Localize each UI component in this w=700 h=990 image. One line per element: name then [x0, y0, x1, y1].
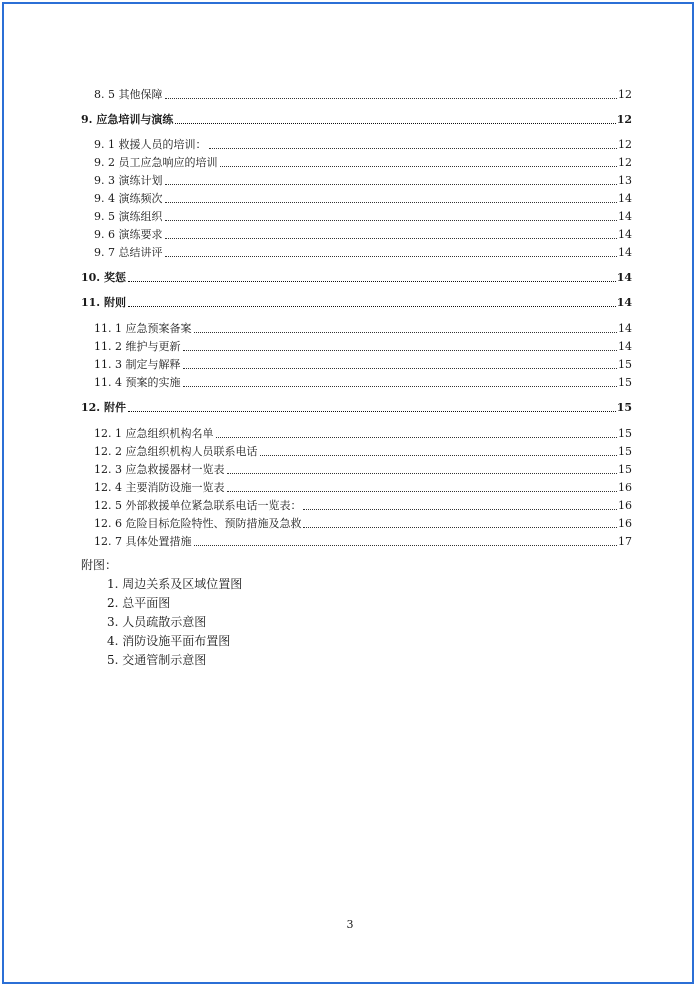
- toc-leader: [303, 527, 617, 528]
- toc-entry-title: 12. 附件: [81, 401, 126, 414]
- appendix-item[interactable]: 1. 周边关系及区域位置图: [107, 577, 243, 591]
- toc-entry-page: 12: [618, 138, 632, 151]
- toc-leader: [128, 306, 616, 307]
- toc-leader: [128, 281, 616, 282]
- toc-leader: [175, 123, 615, 124]
- toc-entry-11[interactable]: [81, 292, 632, 310]
- toc-entry-11-1[interactable]: [94, 318, 632, 336]
- toc-entry-12-5[interactable]: [94, 495, 632, 513]
- toc-leader: [303, 509, 617, 510]
- toc-entry-page: 17: [618, 535, 632, 548]
- toc-entry-page: 15: [616, 401, 632, 414]
- toc-entry-9-6[interactable]: [94, 224, 632, 242]
- toc-entry-page: 14: [618, 192, 632, 205]
- toc-entry-title: 12. 1 应急组织机构名单: [94, 427, 214, 440]
- appendix-item[interactable]: 3. 人员疏散示意图: [107, 615, 207, 629]
- toc-entry-title: 9. 1 救援人员的培训：: [94, 138, 207, 151]
- toc-entry-title: 12. 5 外部救援单位紧急联系电话一览表：: [94, 499, 302, 512]
- toc-entry-title: 11. 4 预案的实施: [94, 376, 181, 389]
- toc-entry-9-3[interactable]: [94, 170, 632, 188]
- toc-entry-9-4[interactable]: [94, 188, 632, 206]
- toc-entry-page: 14: [618, 228, 632, 241]
- toc-entry-12-1[interactable]: [94, 423, 632, 441]
- toc-entry-page: 12: [618, 88, 632, 101]
- toc-leader: [165, 184, 618, 185]
- toc-entry-page: 16: [618, 499, 632, 512]
- toc-entry-page: 14: [616, 271, 632, 284]
- toc-entry-page: 15: [618, 445, 632, 458]
- toc-entry-page: 12: [618, 156, 632, 169]
- toc-leader: [165, 238, 618, 239]
- toc-entry-title: 11. 1 应急预案备案: [94, 322, 192, 335]
- toc-leader: [220, 166, 618, 167]
- toc-entry-page: 14: [618, 340, 632, 353]
- toc-entry-page: 15: [618, 427, 632, 440]
- toc-leader: [216, 437, 618, 438]
- toc-entry-12-7[interactable]: [94, 531, 632, 549]
- toc-entry-11-2[interactable]: [94, 336, 632, 354]
- toc-entry-title: 12. 2 应急组织机构人员联系电话: [94, 445, 258, 458]
- toc-leader: [194, 545, 618, 546]
- toc-entry-title: 12. 6 危险目标危险特性、预防措施及急救: [94, 517, 302, 530]
- toc-entry-11-3[interactable]: [94, 354, 632, 372]
- toc-entry-title: 9. 6 演练要求: [94, 228, 163, 241]
- toc-entry-title: 9. 2 员工应急响应的培训: [94, 156, 218, 169]
- toc-leader: [183, 368, 618, 369]
- appendix-item[interactable]: 2. 总平面图: [107, 596, 171, 610]
- toc-entry-12-6[interactable]: [94, 513, 632, 531]
- toc-leader: [194, 332, 618, 333]
- toc-leader: [128, 411, 616, 412]
- toc-leader: [165, 256, 618, 257]
- toc-leader: [165, 98, 618, 99]
- toc-entry-title: 12. 3 应急救援器材一览表: [94, 463, 225, 476]
- toc-entry-title: 12. 7 具体处置措施: [94, 535, 192, 548]
- toc-entry-page: 15: [618, 358, 632, 371]
- toc-entry-title: 11. 2 维护与更新: [94, 340, 181, 353]
- appendix-item[interactable]: 5. 交通管制示意图: [107, 653, 207, 667]
- toc-entry-page: 12: [616, 113, 632, 126]
- toc-entry-12-2[interactable]: [94, 441, 632, 459]
- toc-entry-page: 13: [618, 174, 632, 187]
- appendix-title: 附图：: [81, 558, 118, 572]
- toc-entry-page: 14: [616, 296, 632, 309]
- toc-entry-title: 10. 奖惩: [81, 271, 126, 284]
- toc-entry-9-2[interactable]: [94, 152, 632, 170]
- toc-leader: [227, 473, 618, 474]
- toc-entry-9-7[interactable]: [94, 242, 632, 260]
- toc-entry-9[interactable]: [81, 109, 632, 127]
- toc-entry-12-3[interactable]: [94, 459, 632, 477]
- toc-entry-title: 9. 应急培训与演练: [81, 113, 174, 126]
- toc-entry-11-4[interactable]: [94, 372, 632, 390]
- toc-entry-title: 8. 5 其他保障: [94, 88, 163, 101]
- toc-entry-page: 15: [618, 376, 632, 389]
- toc-entry-title: 9. 3 演练计划: [94, 174, 163, 187]
- toc-leader: [209, 148, 618, 149]
- toc-entry-page: 14: [618, 246, 632, 259]
- toc-entry-8-5[interactable]: [94, 84, 632, 102]
- toc-entry-page: 15: [618, 463, 632, 476]
- toc-entry-page: 14: [618, 210, 632, 223]
- toc-entry-9-5[interactable]: [94, 206, 632, 224]
- toc-entry-title: 9. 5 演练组织: [94, 210, 163, 223]
- toc-leader: [183, 350, 618, 351]
- toc-leader: [165, 220, 618, 221]
- toc-entry-title: 12. 4 主要消防设施一览表: [94, 481, 225, 494]
- toc-entry-page: 16: [618, 517, 632, 530]
- toc-leader: [227, 491, 618, 492]
- toc-leader: [183, 386, 618, 387]
- toc-entry-title: 9. 4 演练频次: [94, 192, 163, 205]
- appendix-item[interactable]: 4. 消防设施平面布置图: [107, 634, 231, 648]
- toc-entry-12[interactable]: [81, 397, 632, 415]
- toc-entry-9-1[interactable]: [94, 134, 632, 152]
- toc-entry-title: 11. 3 制定与解释: [94, 358, 181, 371]
- toc-entry-10[interactable]: [81, 267, 632, 285]
- toc-leader: [260, 455, 618, 456]
- toc-entry-title: 11. 附则: [81, 296, 126, 309]
- toc-entry-page: 14: [618, 322, 632, 335]
- toc-entry-page: 16: [618, 481, 632, 494]
- toc-leader: [165, 202, 618, 203]
- page-number: 3: [346, 918, 354, 931]
- toc-entry-12-4[interactable]: [94, 477, 632, 495]
- toc-entry-title: 9. 7 总结讲评: [94, 246, 163, 259]
